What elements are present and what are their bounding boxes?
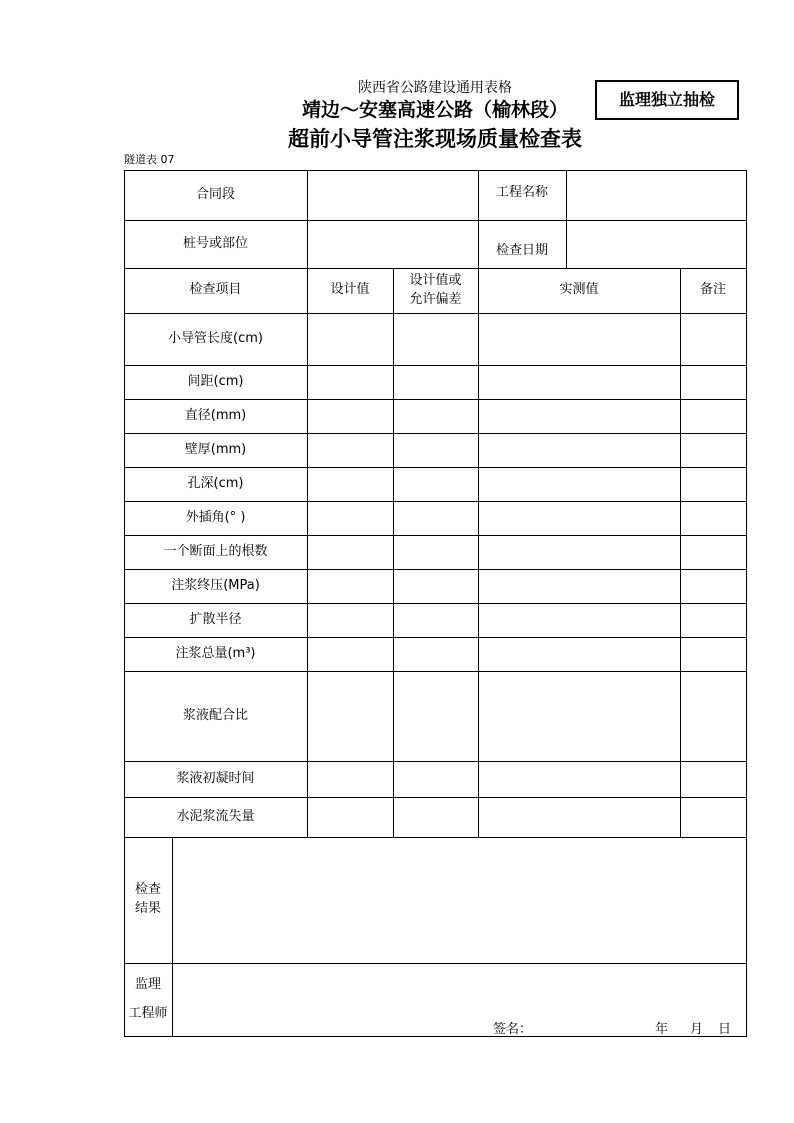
project-name-value[interactable] xyxy=(566,170,746,220)
item-mix-ratio: 浆液配合比 xyxy=(182,707,248,723)
date-year-label: 年 xyxy=(655,1022,669,1037)
form-number: 隧道表 07 xyxy=(124,153,175,166)
engineer-label-line1: 监理 xyxy=(134,976,161,992)
supervision-stamp: 监理独立抽检 xyxy=(595,80,739,120)
project-name-label: 工程名称 xyxy=(495,184,548,200)
page-title: 超前小导管注浆现场质量检查表 xyxy=(288,127,582,151)
item-spacing: 间距(cm) xyxy=(187,373,244,389)
column-header-remark: 备注 xyxy=(699,282,726,298)
item-insertion-angle: 外插角(° ) xyxy=(185,509,246,525)
station-label: 桩号或部位 xyxy=(182,235,248,251)
check-date-value[interactable] xyxy=(566,220,746,268)
form-category: 陕西省公路建设通用表格 xyxy=(358,80,512,96)
contract-label: 合同段 xyxy=(195,186,235,202)
item-cement-loss: 水泥浆流失量 xyxy=(176,808,255,824)
contract-value[interactable] xyxy=(307,170,478,220)
item-final-pressure: 注浆终压(MPa) xyxy=(171,577,260,593)
date-day-label: 日 xyxy=(718,1022,732,1037)
item-diffusion-radius: 扩散半径 xyxy=(189,611,242,627)
project-title: 靖边～安塞高速公路（榆林段） xyxy=(301,99,568,121)
result-label-line1: 检查 xyxy=(134,882,161,898)
item-initial-setting-time: 浆液初凝时间 xyxy=(176,770,255,786)
date-month-label: 月 xyxy=(690,1022,704,1037)
station-value[interactable] xyxy=(307,220,478,268)
item-wall-thickness: 壁厚(mm) xyxy=(184,441,247,457)
result-label xyxy=(124,837,172,963)
check-date-label: 检查日期 xyxy=(495,242,548,258)
engineer-label xyxy=(124,963,172,1036)
signature-label: 签名： xyxy=(493,1022,533,1037)
result-label-line2: 结果 xyxy=(134,901,161,916)
column-header-item: 检查项目 xyxy=(189,282,242,298)
engineer-label-line2: 工程师 xyxy=(128,1005,168,1021)
item-diameter: 直径(mm) xyxy=(184,407,247,423)
tolerance-label-line1: 设计值或 xyxy=(409,272,462,288)
result-content[interactable] xyxy=(172,837,746,963)
column-header-measured: 实测值 xyxy=(559,282,599,298)
column-header-tolerance xyxy=(393,268,478,313)
tolerance-label-line2: 允许偏差 xyxy=(409,291,462,307)
item-grout-volume: 注浆总量(m³) xyxy=(175,645,256,661)
column-header-design: 设计值 xyxy=(330,282,370,298)
item-pipes-per-section: 一个断面上的根数 xyxy=(163,543,268,559)
item-pipe-length: 小导管长度(cm) xyxy=(168,330,263,346)
item-hole-depth: 孔深(cm) xyxy=(187,475,244,491)
